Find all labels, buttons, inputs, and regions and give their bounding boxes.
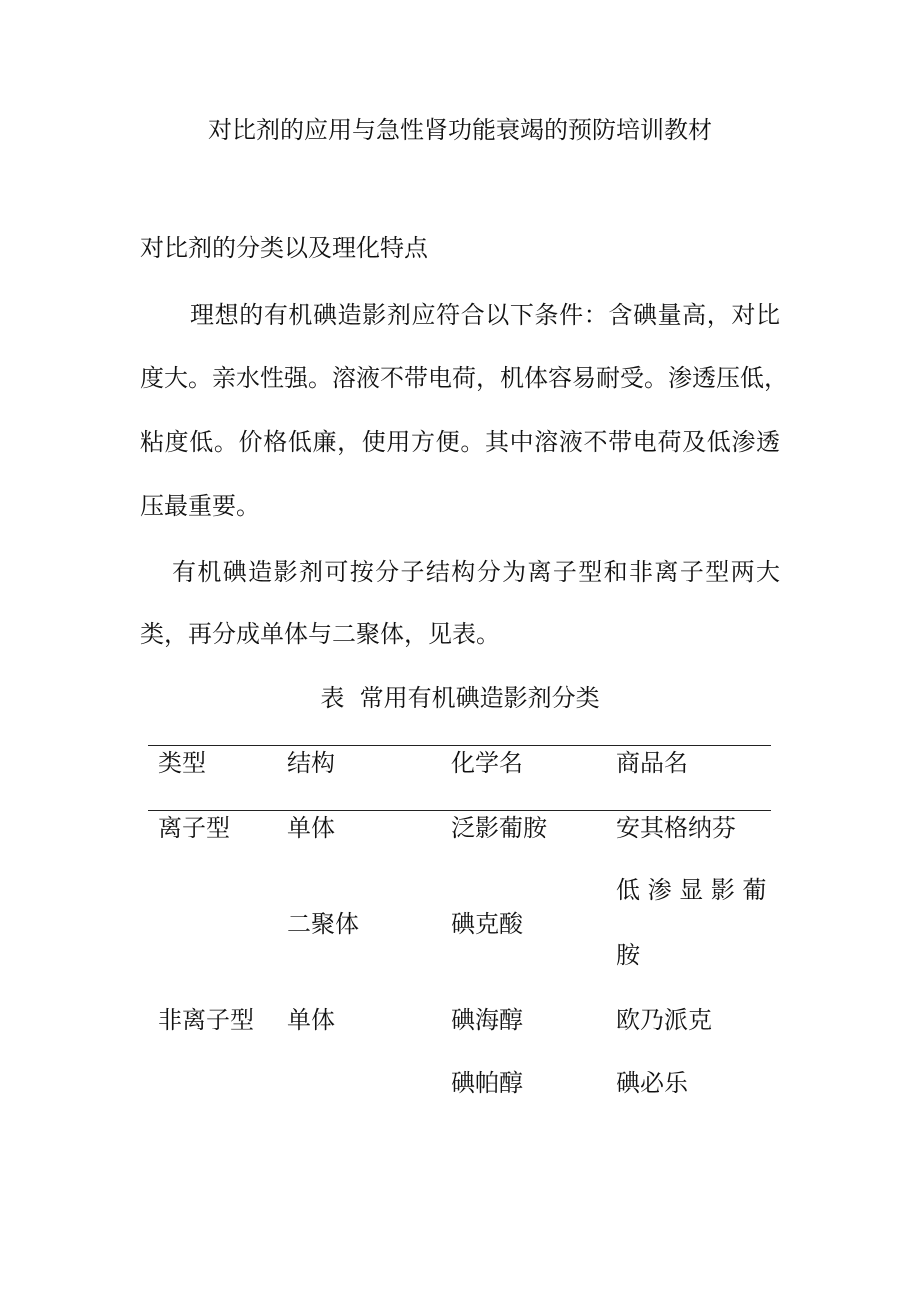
paragraph-line: 度大。亲水性强。溶液不带电荷，机体容易耐受。渗透压低， — [140, 364, 788, 392]
paragraph-line: 粘度低。价格低廉，使用方便。其中溶液不带电荷及低渗透 — [140, 428, 780, 456]
table-cell: 低 渗 显 影 葡 — [616, 876, 767, 904]
table-top-rule — [148, 745, 771, 746]
table-cell: 安其格纳芬 — [616, 814, 736, 842]
table-cell: 离子型 — [158, 814, 230, 842]
paragraph-line: 有机碘造影剂可按分子结构分为离子型和非离子型两大 — [172, 558, 780, 586]
table-header-chemical: 化学名 — [451, 749, 523, 777]
table-header-rule — [148, 810, 771, 811]
table-cell: 非离子型 — [158, 1006, 254, 1034]
paragraph-line: 压最重要。 — [140, 492, 260, 520]
table-cell: 二聚体 — [287, 910, 359, 938]
table-cell: 碘帕醇 — [451, 1069, 523, 1097]
table-header-type: 类型 — [158, 749, 206, 777]
table-cell: 碘必乐 — [616, 1069, 688, 1097]
table-cell: 单体 — [287, 1006, 335, 1034]
table-header-structure: 结构 — [287, 749, 335, 777]
table-header-brand: 商品名 — [616, 749, 688, 777]
table-cell: 胺 — [616, 941, 640, 969]
paragraph-line: 理想的有机碘造影剂应符合以下条件：含碘量高，对比 — [190, 301, 780, 329]
table-cell: 欧乃派克 — [616, 1006, 712, 1034]
section-heading: 对比剂的分类以及理化特点 — [140, 234, 428, 262]
table-cell: 碘克酸 — [451, 910, 523, 938]
table-cell: 单体 — [287, 814, 335, 842]
paragraph-line: 类，再分成单体与二聚体，见表。 — [140, 620, 500, 648]
table-cell: 碘海醇 — [451, 1006, 523, 1034]
table-caption: 表 常用有机碘造影剂分类 — [320, 684, 600, 712]
table-cell: 泛影葡胺 — [451, 814, 547, 842]
document-title: 对比剂的应用与急性肾功能衰竭的预防培训教材 — [208, 116, 712, 144]
